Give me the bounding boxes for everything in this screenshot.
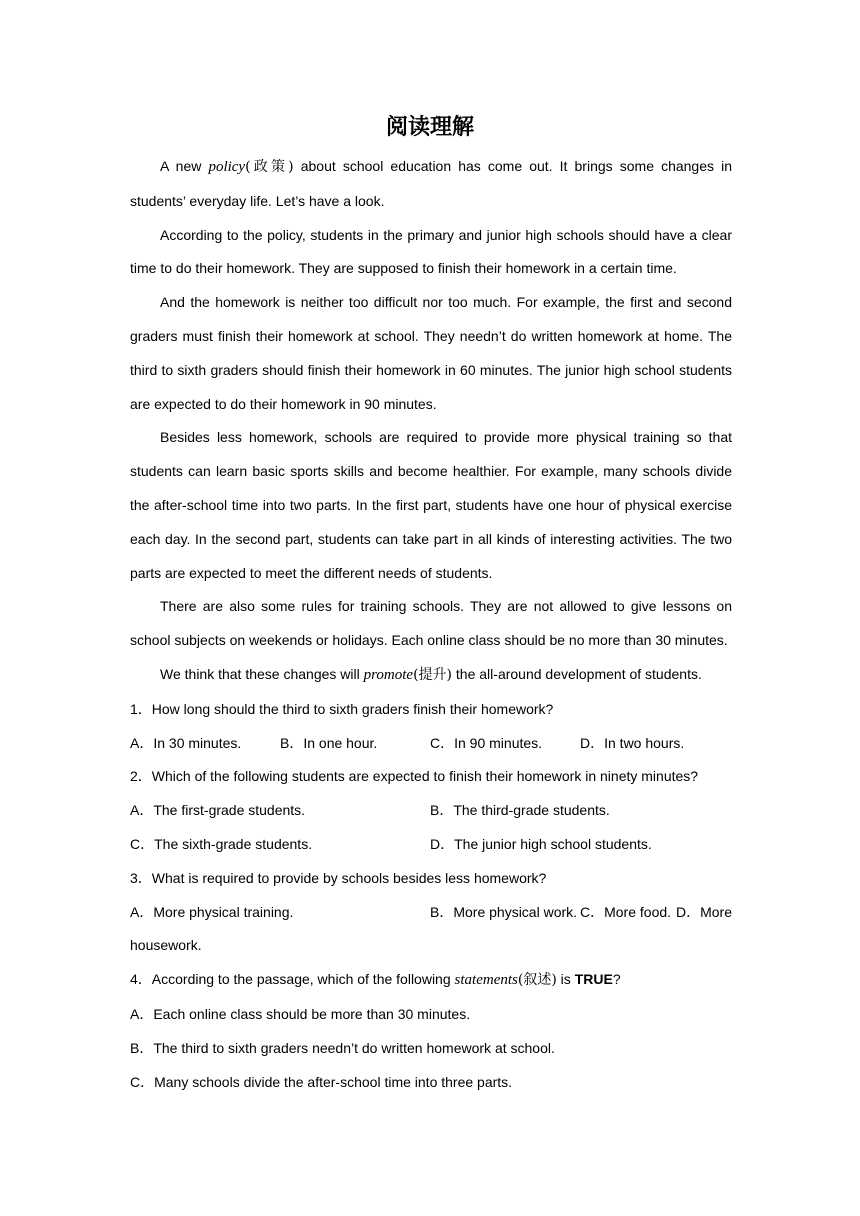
option-c: C．In 90 minutes.: [430, 734, 543, 751]
paragraph-text: A new: [160, 158, 209, 174]
paragraph-text: the all-around development of students.: [452, 665, 702, 682]
paragraph-text: We think that these changes will: [160, 665, 364, 682]
chinese-gloss: (政策): [245, 159, 294, 175]
question-4-option-b: B．The third to sixth graders needn’t do written homework at school.: [130, 1039, 555, 1056]
option-b: B．In one hour.: [280, 734, 378, 751]
question-3-stem: 3．What is required to provide by schools besides less homework?: [130, 869, 547, 886]
document-body: [130, 150, 732, 1099]
passage-paragraph-5: There are also some rules for training schools. They are not allowed to give lessons on school subjects on weekends or holidays. Each online class should be no more than 30 minutes.: [130, 598, 732, 649]
stem-text: is: [556, 971, 575, 988]
option-d: D．In two hours.: [580, 734, 685, 751]
chinese-gloss: (叙述): [517, 972, 557, 989]
passage-paragraph-6: [130, 658, 732, 693]
option-c: C．The sixth-grade students.: [130, 835, 313, 852]
emphasis-text: TRUE: [574, 971, 613, 988]
question-4-stem: [130, 963, 732, 998]
glossed-term: promote: [363, 666, 414, 683]
question-4-option-a: A．Each online class should be more than 30 minutes.: [130, 1005, 471, 1022]
question-2-options-row-1: [130, 794, 732, 828]
glossed-term: statements: [454, 972, 518, 989]
option-d: D．The junior high school students.: [430, 835, 652, 852]
glossed-term: policy: [208, 159, 246, 175]
question-3-options: [130, 896, 732, 930]
stem-text: 4．According to the passage, which of the following: [130, 971, 455, 988]
option-a: A．The first-grade students.: [130, 802, 306, 819]
passage-paragraph-1: [130, 150, 732, 219]
passage-paragraph-4: Besides less homework, schools are required to provide more physical training so that students can learn basic sports skills and become healthier. For example, many schools divide the after-school time into two parts. In the first part, students have one hour of physical exercise each day. In the second part, students can take part in all kinds of interesting activities. The two parts are expected to meet the different needs of students.: [130, 429, 732, 581]
option-b: B．The third-grade students.: [430, 802, 610, 819]
chinese-gloss: (提升): [413, 666, 453, 683]
option-b: B．More physical work.: [430, 903, 578, 920]
stem-text: ?: [612, 971, 621, 988]
page-title: 阅读理解: [385, 114, 474, 140]
passage-paragraph-2: According to the policy, students in the primary and junior high schools should have a clear time to do their homework. They are supposed to finish their homework in a certain time.: [130, 226, 732, 277]
question-1-stem: 1．How long should the third to sixth graders finish their homework?: [130, 700, 554, 717]
option-d: D．More: [676, 903, 733, 920]
passage-paragraph-3: And the homework is neither too difficult nor too much. For example, the first and second graders must finish their homework at school. They needn’t do written homework at home. The third to sixth graders should finish their homework in 60 minutes. The junior high school students are expected to do their homework in 90 minutes.: [130, 294, 732, 412]
option-a: A．More physical training.: [130, 903, 294, 920]
question-1-options: [130, 727, 732, 761]
question-2-options-row-2: [130, 828, 732, 862]
question-3-option-d-continued: housework.: [130, 937, 202, 954]
paragraph-text: about school education has come out. It brings some changes in students’ everyday life. Let’s have a look.: [130, 158, 732, 209]
question-4-option-c: C．Many schools divide the after-school time into three parts.: [130, 1073, 513, 1090]
question-2-stem: 2．Which of the following students are expected to finish their homework in ninety minutes?: [130, 768, 699, 785]
option-a: A．In 30 minutes.: [130, 734, 242, 751]
option-c: C．More food.: [580, 903, 672, 920]
